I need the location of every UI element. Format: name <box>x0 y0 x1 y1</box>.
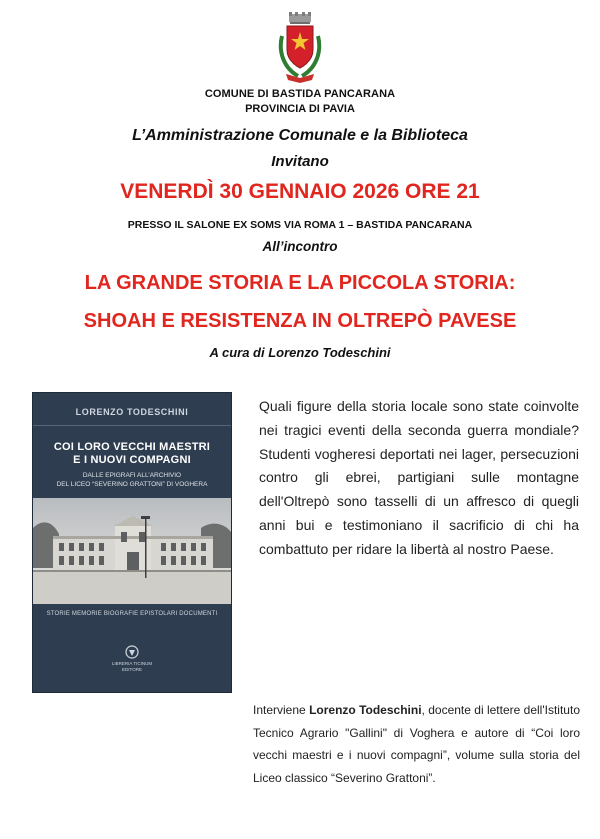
book-publisher-line1: LIBRERIA TICINUM <box>111 661 153 666</box>
book-publisher-line2: EDITORE <box>122 667 142 672</box>
book-subtitle-line2: DEL LICEO “SEVERINO GRATTONI” DI VOGHERA <box>56 481 208 488</box>
organizers-line: L’Amministrazione Comunale e la Biblioteca <box>132 127 468 144</box>
book-author: LORENZO TODESCHINI <box>75 407 189 417</box>
speaker-name: Lorenzo Todeschini <box>309 703 422 717</box>
speaker-intro: Interviene <box>253 703 306 717</box>
book-subtitle <box>33 471 231 489</box>
book-title <box>33 441 231 467</box>
municipal-crest-icon <box>278 12 322 84</box>
event-title-line2: SHOAH E RESISTENZA IN OLTREPÒ PAVESE <box>83 310 517 332</box>
curated-by: A cura di Lorenzo Todeschini <box>209 345 391 360</box>
event-venue: PRESSO IL SALONE EX SOMS VIA ROMA 1 – BASTIDA PANCARANA <box>127 219 473 231</box>
speaker-bio: , docente di lettere dell'Istituto Tecnico Agrario "Gallini" di Voghera e autore di “Coi loro vecchi maestri e i nuovi compagni”, volume sulla storia del Liceo classico “Severino Grattoni”. <box>253 703 580 785</box>
publisher-logo-icon <box>125 645 139 659</box>
book-subtitle-line1: DALLE EPIGRAFI ALL’ARCHIVIO <box>82 472 182 479</box>
school-building-photo <box>33 498 231 604</box>
comune-name: COMUNE DI BASTIDA PANCARANA <box>204 88 396 100</box>
book-cover <box>33 393 231 692</box>
event-date-time: VENERDÌ 30 GENNAIO 2026 ORE 21 <box>120 180 480 203</box>
speaker-paragraph <box>253 699 580 789</box>
invite-line: Invitano <box>271 153 329 170</box>
event-description: Quali figure della storia locale sono state coinvolte nei tragici eventi della seconda guerra mondiale? Studenti vogheresi deportati nei lager, persecuzioni contro gli ebrei, partigiani sulle montagne dell'Oltrepò sono tasselli di un affresco di quegli anni bui e testimoniano il sacrificio di chi ha combattuto per ridare la libertà al nostro Paese. <box>259 398 579 557</box>
book-genres: STORIE MEMORIE BIOGRAFIE EPISTOLARI DOCUMENTI <box>46 611 218 617</box>
book-title-line2: E I NUOVI COMPAGNI <box>73 454 191 466</box>
provincia-name: PROVINCIA DI PAVIA <box>245 103 355 115</box>
event-title-line1: LA GRANDE STORIA E LA PICCOLA STORIA: <box>84 272 516 294</box>
book-title-line1: COI LORO VECCHI MAESTRI <box>53 441 211 453</box>
event-intro: All’incontro <box>262 239 338 254</box>
book-divider <box>33 425 231 426</box>
book-publisher <box>33 661 231 673</box>
